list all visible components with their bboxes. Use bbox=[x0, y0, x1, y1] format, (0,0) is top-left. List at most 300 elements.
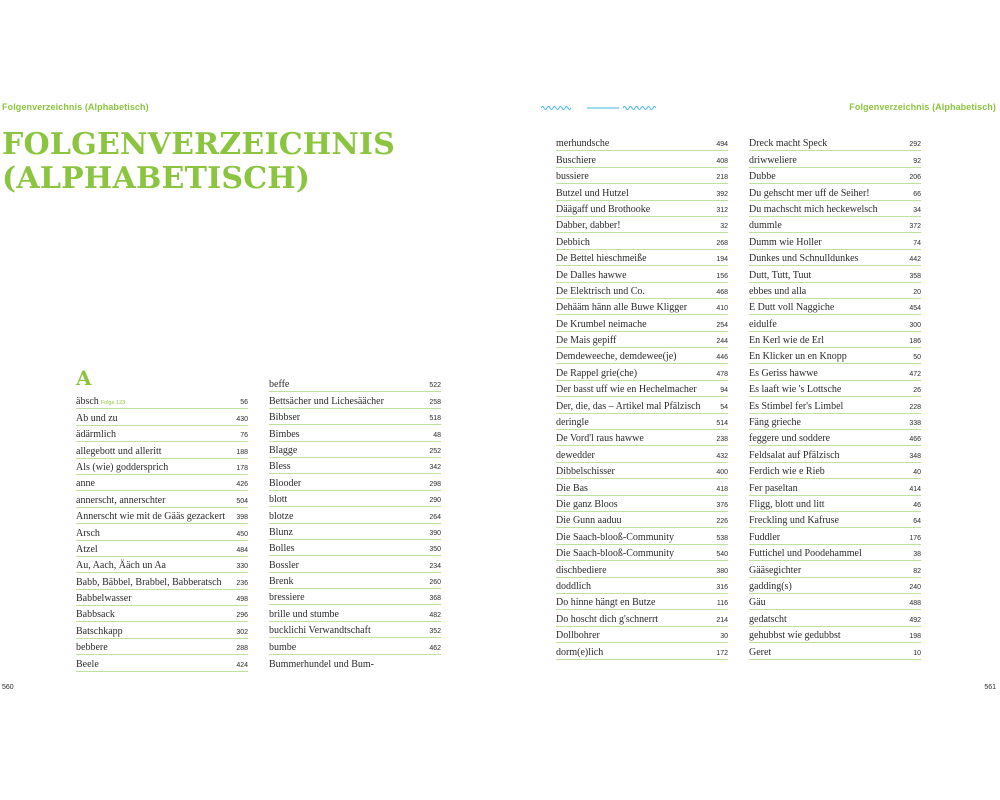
index-entry bbox=[269, 655, 441, 671]
entry-term: ebbes und alla bbox=[749, 285, 807, 297]
entry-page-number: 48 bbox=[433, 431, 441, 439]
entry-page-number: 94 bbox=[720, 387, 728, 395]
entry-page-number: 372 bbox=[909, 223, 921, 231]
index-entry bbox=[269, 638, 441, 654]
index-entry bbox=[749, 430, 921, 446]
entry-page-number: 20 bbox=[913, 288, 921, 296]
entry-term: Der, die, das – Artikel mal Pfälzisch bbox=[556, 400, 701, 412]
entry-term: Bimbes bbox=[269, 428, 300, 440]
entry-term: Dollbohrer bbox=[556, 630, 600, 642]
entry-page-number: 410 bbox=[716, 305, 728, 313]
entry-term: Dreck macht Speck bbox=[749, 138, 828, 150]
index-column-4 bbox=[749, 135, 921, 660]
index-entry bbox=[556, 332, 728, 348]
entry-term: Gäu bbox=[749, 597, 766, 609]
entry-term: Dunkes und Schnulldunkes bbox=[749, 253, 859, 265]
index-entry bbox=[556, 578, 728, 594]
entry-term: Die ganz Bloos bbox=[556, 498, 618, 510]
index-entry bbox=[556, 643, 728, 659]
index-entry bbox=[556, 479, 728, 495]
index-entry bbox=[76, 524, 248, 540]
entry-page-number: 424 bbox=[236, 661, 248, 669]
index-entry bbox=[556, 299, 728, 315]
index-entry bbox=[269, 573, 441, 589]
entry-term: Do hoscht dich g'schnerrt bbox=[556, 613, 659, 625]
section-letter: A bbox=[76, 366, 92, 390]
entry-page-number: 352 bbox=[429, 628, 441, 636]
entry-term: Die Saach-blooß-Community bbox=[556, 531, 675, 543]
index-entry bbox=[749, 233, 921, 249]
entry-page-number: 316 bbox=[716, 583, 728, 591]
entry-page-number: 432 bbox=[716, 452, 728, 460]
index-entry bbox=[749, 446, 921, 462]
entry-page-number: 288 bbox=[236, 645, 248, 653]
index-entry bbox=[749, 332, 921, 348]
entry-term: Bummerhundel und Bum- bbox=[269, 659, 374, 671]
entry-page-number: 238 bbox=[716, 436, 728, 444]
entry-page-number: 400 bbox=[716, 469, 728, 477]
entry-page-number: 492 bbox=[909, 616, 921, 624]
entry-term: Ab und zu bbox=[76, 412, 118, 424]
entry-term: Dumm wie Holler bbox=[749, 236, 822, 248]
entry-term: En Klicker un en Knopp bbox=[749, 351, 847, 363]
entry-term: anne bbox=[76, 478, 95, 490]
entry-page-number: 330 bbox=[236, 563, 248, 571]
entry-page-number: 156 bbox=[716, 272, 728, 280]
index-entry bbox=[269, 409, 441, 425]
entry-term: Die Gunn aaduu bbox=[556, 515, 622, 527]
index-entry bbox=[556, 545, 728, 561]
entry-page-number: 76 bbox=[240, 432, 248, 440]
entry-page-number: 40 bbox=[913, 469, 921, 477]
entry-page-number: 380 bbox=[716, 567, 728, 575]
entry-term: Fer paseltan bbox=[749, 482, 798, 494]
entry-page-number: 188 bbox=[236, 448, 248, 456]
entry-term: E Dutt voll Naggiche bbox=[749, 302, 835, 314]
entry-page-number: 312 bbox=[716, 206, 728, 214]
entry-term: Buschiere bbox=[556, 154, 596, 166]
entry-term: Bossler bbox=[269, 559, 299, 571]
index-entry bbox=[556, 463, 728, 479]
entry-page-number: 350 bbox=[429, 546, 441, 554]
entry-term: De Mais gepiff bbox=[556, 335, 617, 347]
entry-term: beffe bbox=[269, 379, 290, 391]
entry-page-number: 292 bbox=[909, 141, 921, 149]
index-entry bbox=[269, 540, 441, 556]
entry-page-number: 426 bbox=[236, 481, 248, 489]
entry-term: ädärmlich bbox=[76, 429, 116, 441]
entry-term: Bolles bbox=[269, 543, 295, 555]
entry-page-number: 540 bbox=[716, 551, 728, 559]
entry-term: allegebott und alleritt bbox=[76, 445, 162, 457]
index-entry bbox=[749, 627, 921, 643]
index-entry bbox=[749, 610, 921, 626]
index-entry bbox=[269, 605, 441, 621]
index-entry bbox=[556, 135, 728, 151]
entry-page-number: 244 bbox=[716, 338, 728, 346]
entry-term: Demdeweeche, demdewee(je) bbox=[556, 351, 677, 363]
index-entry bbox=[749, 561, 921, 577]
entry-term: Bettsächer und Lichesäächer bbox=[269, 395, 384, 407]
index-entry bbox=[749, 594, 921, 610]
index-entry bbox=[749, 151, 921, 167]
entry-page-number: 398 bbox=[236, 514, 248, 522]
entry-term: Dehääm hänn alle Buwe Kligger bbox=[556, 302, 688, 314]
entry-page-number: 482 bbox=[429, 611, 441, 619]
entry-page-number: 300 bbox=[909, 321, 921, 329]
index-entry bbox=[556, 414, 728, 430]
entry-term: Fuddler bbox=[749, 531, 781, 543]
entry-term: Brenk bbox=[269, 576, 294, 588]
index-entry bbox=[556, 627, 728, 643]
entry-page-number: 38 bbox=[913, 551, 921, 559]
entry-page-number: 30 bbox=[720, 633, 728, 641]
entry-term: gadding(s) bbox=[749, 580, 792, 592]
entry-page-number: 462 bbox=[429, 644, 441, 652]
entry-term: De Dalles hawwe bbox=[556, 269, 627, 281]
index-entry bbox=[269, 442, 441, 458]
entry-page-number: 494 bbox=[716, 141, 728, 149]
entry-term: Geret bbox=[749, 646, 772, 658]
entry-term: Die Saach-blooß-Community bbox=[556, 548, 675, 560]
entry-page-number: 116 bbox=[716, 600, 728, 608]
entry-page-number: 450 bbox=[236, 530, 248, 538]
index-entry bbox=[749, 643, 921, 659]
index-entry bbox=[556, 561, 728, 577]
entry-page-number: 64 bbox=[913, 518, 921, 526]
entry-page-number: 234 bbox=[429, 562, 441, 570]
entry-page-number: 178 bbox=[236, 464, 248, 472]
entry-term: De Vord'l raus hawwe bbox=[556, 433, 644, 445]
index-entry bbox=[556, 397, 728, 413]
entry-term: Bless bbox=[269, 461, 291, 473]
index-entry bbox=[749, 578, 921, 594]
entry-page-number: 206 bbox=[909, 174, 921, 182]
index-entry bbox=[556, 168, 728, 184]
entry-term: Dibbelschisser bbox=[556, 466, 615, 478]
entry-page-number: 186 bbox=[909, 338, 921, 346]
entry-page-number: 82 bbox=[913, 567, 921, 575]
entry-page-number: 176 bbox=[909, 534, 921, 542]
entry-term: Blunz bbox=[269, 526, 293, 538]
index-entry bbox=[556, 283, 728, 299]
entry-term: driwweliere bbox=[749, 154, 797, 166]
index-entry bbox=[749, 496, 921, 512]
index-entry bbox=[269, 392, 441, 408]
index-entry bbox=[749, 283, 921, 299]
entry-term: Gääsegichter bbox=[749, 564, 802, 576]
entry-page-number: 514 bbox=[716, 420, 728, 428]
entry-term: Do hinne hängt en Butze bbox=[556, 597, 656, 609]
entry-term: Bibbser bbox=[269, 412, 301, 424]
entry-page-number: 172 bbox=[716, 649, 728, 657]
index-entry bbox=[76, 491, 248, 507]
entry-page-number: 338 bbox=[909, 420, 921, 428]
entry-page-number: 408 bbox=[716, 157, 728, 165]
index-entry bbox=[269, 474, 441, 490]
entry-term: eidulfe bbox=[749, 318, 777, 330]
index-entry bbox=[76, 426, 248, 442]
entry-page-number: 358 bbox=[909, 272, 921, 280]
title-line-1: FOLGENVERZEICHNIS bbox=[2, 127, 396, 162]
index-entry bbox=[556, 250, 728, 266]
entry-term: Fligg, blott und litt bbox=[749, 498, 825, 510]
entry-page-number: 442 bbox=[909, 256, 921, 264]
index-entry bbox=[269, 556, 441, 572]
entry-term: bumbe bbox=[269, 641, 297, 653]
entry-term: dischbediere bbox=[556, 564, 607, 576]
entry-term: Die Bas bbox=[556, 482, 588, 494]
entry-page-number: 290 bbox=[429, 497, 441, 505]
entry-term: Freckling und Kafruse bbox=[749, 515, 839, 527]
index-entry bbox=[269, 524, 441, 540]
entry-term: feggere und soddere bbox=[749, 433, 831, 445]
index-entry bbox=[556, 184, 728, 200]
entry-term: Babb, Bäbbel, Brabbel, Babberatsch bbox=[76, 576, 222, 588]
entry-page-number: 446 bbox=[716, 354, 728, 362]
index-entry bbox=[749, 414, 921, 430]
index-entry bbox=[556, 610, 728, 626]
entry-page-number: 74 bbox=[913, 239, 921, 247]
entry-term: merhundsche bbox=[556, 138, 610, 150]
entry-term: Annerscht wie mit de Gääs gezackert bbox=[76, 511, 226, 523]
entry-page-number: 254 bbox=[716, 321, 728, 329]
title-line-2: (ALPHABETISCH) bbox=[2, 161, 311, 196]
entry-term: bebbere bbox=[76, 642, 108, 654]
page-number-left: 560 bbox=[2, 684, 14, 691]
entry-page-number: 538 bbox=[716, 534, 728, 542]
entry-term: gehubbst wie gedubbst bbox=[749, 630, 841, 642]
entry-page-number: 454 bbox=[909, 305, 921, 313]
entry-page-number: 342 bbox=[429, 464, 441, 472]
entry-page-number: 466 bbox=[909, 436, 921, 444]
index-entry bbox=[749, 250, 921, 266]
decorative-pattern bbox=[541, 104, 656, 112]
entry-term: Au, Aach, Ääch un Aa bbox=[76, 560, 166, 572]
entry-term: Als (wie) goddersprich bbox=[76, 461, 169, 473]
entry-term: bressiere bbox=[269, 592, 305, 604]
index-entry bbox=[749, 168, 921, 184]
entry-term: bucklichi Verwandtschaft bbox=[269, 625, 371, 637]
index-column-1 bbox=[76, 393, 248, 672]
index-entry bbox=[269, 589, 441, 605]
index-entry bbox=[269, 376, 441, 392]
index-entry bbox=[76, 393, 248, 409]
entry-tag: Folge 123 bbox=[100, 400, 126, 407]
index-entry bbox=[556, 348, 728, 364]
running-head-left: Folgenverzeichnis (Alphabetisch) bbox=[2, 102, 149, 112]
entry-page-number: 92 bbox=[913, 157, 921, 165]
entry-page-number: 478 bbox=[716, 370, 728, 378]
entry-term: annerscht, annerschter bbox=[76, 494, 166, 506]
entry-page-number: 264 bbox=[429, 513, 441, 521]
index-entry bbox=[749, 364, 921, 380]
entry-page-number: 468 bbox=[716, 288, 728, 296]
index-entry bbox=[76, 622, 248, 638]
index-entry bbox=[76, 409, 248, 425]
index-column-3 bbox=[556, 135, 728, 660]
entry-term: Du gehscht mer uff de Seiher! bbox=[749, 187, 870, 199]
entry-page-number: 226 bbox=[716, 518, 728, 526]
entry-page-number: 56 bbox=[240, 399, 248, 407]
entry-page-number: 54 bbox=[720, 403, 728, 411]
index-entry bbox=[749, 528, 921, 544]
entry-term: Däägaff und Brothooke bbox=[556, 203, 651, 215]
page-title bbox=[2, 128, 395, 196]
entry-page-number: 418 bbox=[716, 485, 728, 493]
index-entry bbox=[76, 541, 248, 557]
entry-page-number: 488 bbox=[909, 600, 921, 608]
entry-page-number: 252 bbox=[429, 447, 441, 455]
entry-term: deringle bbox=[556, 417, 589, 429]
index-entry bbox=[76, 442, 248, 458]
entry-page-number: 260 bbox=[429, 579, 441, 587]
index-entry bbox=[76, 573, 248, 589]
entry-page-number: 258 bbox=[429, 398, 441, 406]
index-entry bbox=[556, 381, 728, 397]
entry-term: Dubbe bbox=[749, 171, 776, 183]
entry-term: dewedder bbox=[556, 449, 595, 461]
index-entry bbox=[749, 135, 921, 151]
entry-term: äbsch Folge 123 bbox=[76, 396, 126, 408]
entry-term: Beele bbox=[76, 658, 99, 670]
entry-page-number: 26 bbox=[913, 387, 921, 395]
entry-page-number: 430 bbox=[236, 415, 248, 423]
entry-term: blotze bbox=[269, 510, 294, 522]
entry-term: Arsch bbox=[76, 527, 100, 539]
entry-page-number: 198 bbox=[909, 633, 921, 641]
index-entry bbox=[76, 557, 248, 573]
index-entry bbox=[749, 397, 921, 413]
entry-page-number: 472 bbox=[909, 370, 921, 378]
entry-term: Futtichel und Poodehammel bbox=[749, 548, 862, 560]
index-entry bbox=[76, 639, 248, 655]
index-entry bbox=[749, 479, 921, 495]
index-entry bbox=[749, 266, 921, 282]
entry-term: Butzel und Hutzel bbox=[556, 187, 629, 199]
index-entry bbox=[556, 201, 728, 217]
index-entry bbox=[269, 425, 441, 441]
entry-term: Batschkapp bbox=[76, 625, 123, 637]
entry-page-number: 66 bbox=[913, 190, 921, 198]
index-entry bbox=[556, 528, 728, 544]
entry-page-number: 348 bbox=[909, 452, 921, 460]
index-entry bbox=[556, 233, 728, 249]
index-entry bbox=[556, 266, 728, 282]
entry-term: Es laaft wie 's Lottsche bbox=[749, 384, 842, 396]
index-entry bbox=[749, 463, 921, 479]
page-number-right: 561 bbox=[984, 684, 996, 691]
entry-page-number: 194 bbox=[716, 256, 728, 264]
index-entry bbox=[556, 364, 728, 380]
index-entry bbox=[76, 606, 248, 622]
entry-term: bussiere bbox=[556, 171, 589, 183]
entry-term: Du machscht mich heckewelsch bbox=[749, 203, 878, 215]
entry-page-number: 228 bbox=[909, 403, 921, 411]
index-entry bbox=[749, 545, 921, 561]
index-entry bbox=[749, 184, 921, 200]
entry-term: Dabber, dabber! bbox=[556, 220, 621, 232]
index-entry bbox=[76, 508, 248, 524]
entry-term: doddlich bbox=[556, 580, 591, 592]
entry-term: brille und stumbe bbox=[269, 608, 339, 620]
entry-term: De Krumbel neimache bbox=[556, 318, 647, 330]
entry-term: Blooder bbox=[269, 477, 302, 489]
index-entry bbox=[76, 590, 248, 606]
entry-page-number: 484 bbox=[236, 546, 248, 554]
index-entry bbox=[556, 496, 728, 512]
index-entry bbox=[749, 315, 921, 331]
entry-page-number: 236 bbox=[236, 579, 248, 587]
entry-page-number: 32 bbox=[720, 223, 728, 231]
entry-term: Fäng grieche bbox=[749, 417, 801, 429]
index-entry bbox=[749, 201, 921, 217]
index-entry bbox=[556, 151, 728, 167]
index-entry bbox=[76, 475, 248, 491]
index-entry bbox=[76, 459, 248, 475]
entry-page-number: 240 bbox=[909, 583, 921, 591]
entry-term: Debbich bbox=[556, 236, 590, 248]
entry-page-number: 268 bbox=[716, 239, 728, 247]
index-entry bbox=[749, 381, 921, 397]
entry-term: En Kerl wie de Erl bbox=[749, 335, 824, 347]
index-entry bbox=[556, 315, 728, 331]
entry-page-number: 414 bbox=[909, 485, 921, 493]
entry-term: Babbsack bbox=[76, 609, 115, 621]
entry-page-number: 296 bbox=[236, 612, 248, 620]
entry-page-number: 50 bbox=[913, 354, 921, 362]
entry-term: Der basst uff wie en Hechelmacher bbox=[556, 384, 697, 396]
entry-term: blott bbox=[269, 494, 288, 506]
index-entry bbox=[749, 299, 921, 315]
index-entry bbox=[556, 446, 728, 462]
entry-term: Atzel bbox=[76, 543, 98, 555]
index-entry bbox=[269, 507, 441, 523]
entry-term: dorm(e)lich bbox=[556, 646, 604, 658]
entry-page-number: 46 bbox=[913, 501, 921, 509]
entry-term: Feldsalat auf Pfälzisch bbox=[749, 449, 840, 461]
entry-term: De Rappel grie(che) bbox=[556, 367, 638, 379]
index-entry bbox=[556, 594, 728, 610]
entry-term: dummle bbox=[749, 220, 782, 232]
index-column-2 bbox=[269, 376, 441, 671]
entry-page-number: 34 bbox=[913, 206, 921, 214]
entry-page-number: 390 bbox=[429, 529, 441, 537]
entry-page-number: 376 bbox=[716, 501, 728, 509]
entry-term: gedatscht bbox=[749, 613, 787, 625]
entry-term: Es Stimbel fer's Limbel bbox=[749, 400, 844, 412]
entry-page-number: 218 bbox=[716, 174, 728, 182]
index-entry bbox=[269, 458, 441, 474]
entry-term: Es Geriss hawwe bbox=[749, 367, 818, 379]
index-entry bbox=[556, 512, 728, 528]
entry-page-number: 298 bbox=[429, 480, 441, 488]
index-entry bbox=[269, 622, 441, 638]
entry-page-number: 214 bbox=[716, 616, 728, 624]
entry-term: Babbelwasser bbox=[76, 593, 132, 605]
entry-term: De Bettel hieschmeiße bbox=[556, 253, 647, 265]
index-entry bbox=[76, 655, 248, 671]
entry-page-number: 504 bbox=[236, 497, 248, 505]
entry-page-number: 522 bbox=[429, 382, 441, 390]
entry-term: De Elektrisch und Co. bbox=[556, 285, 645, 297]
entry-term: Dutt, Tutt, Tuut bbox=[749, 269, 812, 281]
entry-page-number: 518 bbox=[429, 415, 441, 423]
entry-page-number: 498 bbox=[236, 596, 248, 604]
entry-page-number: 302 bbox=[236, 628, 248, 636]
index-entry bbox=[556, 217, 728, 233]
index-entry bbox=[749, 348, 921, 364]
